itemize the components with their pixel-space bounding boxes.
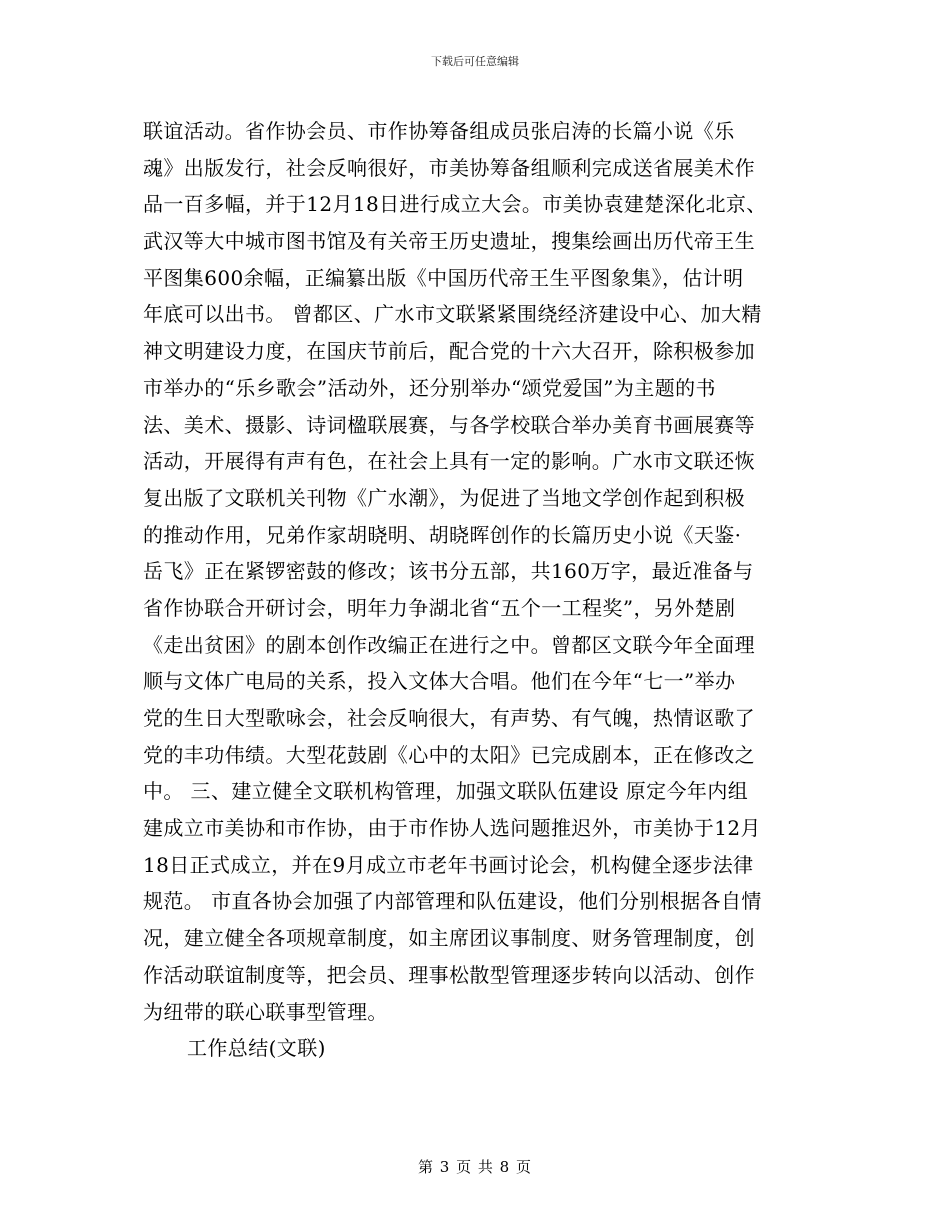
body-line: 省作协联合开研讨会，明年力争湖北省“五个一工程奖”，另外楚剧 bbox=[143, 595, 736, 620]
body-line: 顺与文体广电局的关系，投入文体大合唱。他们在今年“七一”举办 bbox=[143, 669, 736, 694]
body-line: 神文明建设力度，在国庆节前后，配合党的十六大召开，除积极参加 bbox=[143, 339, 755, 364]
body-line: 《走出贫困》的剧本创作改编正在进行之中。曾都区文联今年全面理 bbox=[143, 632, 755, 657]
body-line: 魂》出版发行，社会反响很好，市美协筹备组顺利完成送省展美术作 bbox=[143, 155, 755, 180]
body-line: 党的生日大型歌咏会，社会反响很大，有声势、有气魄，热情讴歌了 bbox=[143, 706, 755, 730]
document-body bbox=[143, 113, 813, 1067]
body-line: 武汉等大中城市图书馆及有关帝王历史遗址，搜集绘画出历代帝王生 bbox=[143, 229, 755, 254]
body-line: 规范。 市直各协会加强了内部管理和队伍建设，他们分别根据各自情 bbox=[143, 889, 762, 914]
body-line: 况，建立健全各项规章制度，如主席团议事制度、财务管理制度，创 bbox=[143, 926, 755, 951]
body-line: 的推动作用，兄弟作家胡晓明、胡晓晖创作的长篇历史小说《天鉴· bbox=[143, 522, 742, 547]
body-line: 联谊活动。省作协会员、市作协筹备组成员张启涛的长篇小说《乐 bbox=[143, 119, 735, 143]
body-line: 法、美术、摄影、诗词楹联展赛，与各学校联合举办美育书画展赛等 bbox=[143, 412, 755, 437]
body-line: 作活动联谊制度等，把会员、理事松散型管理逐步转向以活动、创作 bbox=[143, 962, 755, 987]
body-line: 平图集600余幅，正编纂出版《中国历代帝王生平图象集》，估计明 bbox=[143, 265, 744, 290]
body-line: 市举办的“乐乡歌会”活动外，还分别举办“颂党爱国”为主题的书 bbox=[143, 375, 716, 400]
body-line: 中。 三、建立健全文联机构管理，加强文联队伍建设 原定今年内组 bbox=[143, 779, 749, 804]
body-line: 为纽带的联心联事型管理。 bbox=[143, 999, 388, 1024]
page-number: 第 3 页 共 8 页 bbox=[418, 1158, 532, 1176]
body-line: 岳飞》正在紧锣密鼓的修改；该书分五部，共160万字，最近准备与 bbox=[143, 559, 754, 584]
body-line: 品一百多幅，并于12月18日进行成立大会。市美协袁建楚深化北京、 bbox=[143, 192, 767, 217]
closing-title: 工作总结(文联) bbox=[187, 1036, 326, 1061]
body-line: 年底可以出书。 曾都区、广水市文联紧紧围绕经济建设中心、加大精 bbox=[143, 302, 762, 327]
body-line: 建成立市美协和市作协，由于市作协人选问题推迟外，市美协于12月 bbox=[143, 816, 761, 841]
body-line: 党的丰功伟绩。大型花鼓剧《心中的太阳》已完成剧本，正在修改之 bbox=[143, 742, 755, 767]
body-line: 复出版了文联机关刊物《广水潮》，为促进了当地文学创作起到积极 bbox=[143, 485, 745, 510]
body-line: 活动，开展得有声有色，在社会上具有一定的影响。广水市文联还恢 bbox=[143, 449, 755, 474]
page-header: 下载后可任意编辑 bbox=[431, 55, 519, 68]
body-line: 18日正式成立，并在9月成立市老年书画讨论会，机构健全逐步法律 bbox=[143, 852, 754, 877]
